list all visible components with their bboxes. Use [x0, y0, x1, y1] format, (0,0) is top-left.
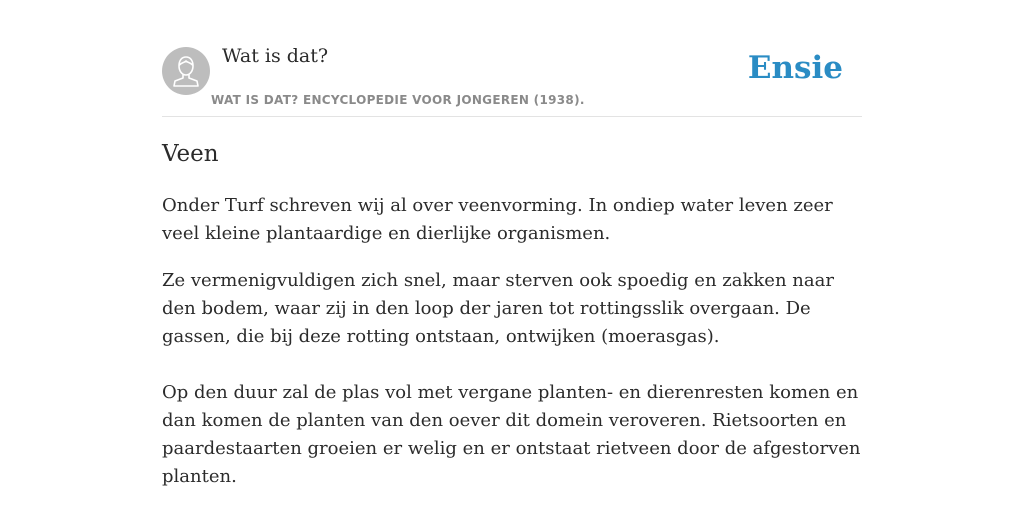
source-subtitle: WAT IS DAT? ENCYCLOPEDIE VOOR JONGEREN (1938). — [211, 93, 585, 107]
source-title[interactable]: Wat is dat? — [222, 45, 329, 67]
article-title: Veen — [162, 141, 219, 167]
source-header — [162, 40, 862, 117]
ensie-logo[interactable]: Ensie — [747, 50, 843, 86]
avatar[interactable] — [162, 47, 210, 95]
article-paragraph: Ze vermenigvuldigen zich snel, maar sterven ook spoedig en zakken naar den bodem, waar zij in den loop der jaren tot rottingsslik overgaan. De gassen, die bij deze rotting ontstaan, ontwijken (moerasgas). Op den duur zal de plas vol met vergane planten- en dierenresten komen en dan komen de planten van den oever dit domein veroveren. Rietsoorten en paardestaarten groeien er welig en er ontstaat rietveen door de afgestorven planten. — [162, 270, 861, 487]
article-paragraph: Onder Turf schreven wij al over veenvorming. In ondiep water leven zeer veel kleine plantaardige en dierlijke organismen. — [162, 195, 833, 244]
user-icon — [162, 47, 210, 95]
article — [162, 138, 862, 510]
